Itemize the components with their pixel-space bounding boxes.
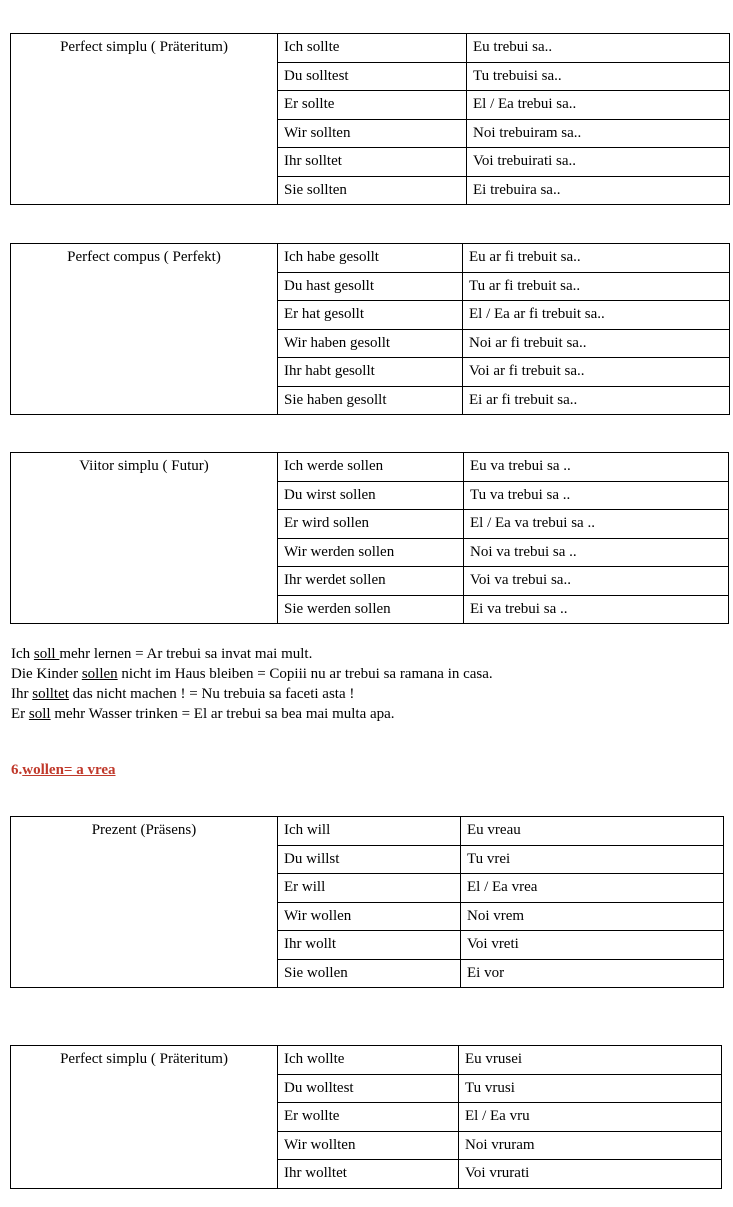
- section-title: wollen= a vrea: [22, 762, 116, 778]
- conjugation-table-sollen-futur: [10, 452, 729, 624]
- romanian-translation: Eu ar fi trebuit sa..: [463, 244, 730, 273]
- tense-label: Perfect simplu ( Präteritum): [11, 34, 278, 205]
- example-verb: sollen: [81, 666, 118, 682]
- german-form: Wir werden sollen: [278, 538, 464, 567]
- romanian-translation: Ei vor: [461, 959, 724, 988]
- romanian-translation: Eu va trebui sa ..: [464, 453, 729, 482]
- example-text: das nicht machen ! = Nu trebuia sa faceti asta !: [68, 686, 355, 702]
- romanian-translation: El / Ea va trebui sa ..: [464, 510, 729, 539]
- romanian-translation: Noi vruram: [459, 1131, 722, 1160]
- example-sentence: [11, 704, 493, 724]
- romanian-translation: Eu vrusei: [459, 1046, 722, 1075]
- conjugation-table-wollen-prateritum: [10, 1045, 722, 1189]
- german-form: Er sollte: [278, 91, 467, 120]
- table-row: [11, 34, 730, 63]
- german-form: Du wolltest: [278, 1074, 459, 1103]
- romanian-translation: Tu trebuisi sa..: [467, 62, 730, 91]
- example-text: Die Kinder: [11, 666, 82, 682]
- example-text: mehr lernen = Ar trebui sa invat mai mult.: [59, 646, 313, 662]
- example-sentence: [11, 684, 493, 704]
- conjugation-table-sollen-prateritum: [10, 33, 730, 205]
- romanian-translation: Ei ar fi trebuit sa..: [463, 386, 730, 415]
- romanian-translation: El / Ea ar fi trebuit sa..: [463, 301, 730, 330]
- example-text: nicht im Haus bleiben = Copiii nu ar trebui sa ramana in casa.: [117, 666, 493, 682]
- example-verb: soll: [28, 706, 51, 722]
- german-form: Ihr habt gesollt: [278, 358, 463, 387]
- romanian-translation: Noi ar fi trebuit sa..: [463, 329, 730, 358]
- example-sentence: [11, 664, 493, 684]
- example-sentence: [11, 644, 493, 664]
- table-row: [11, 453, 729, 482]
- german-form: Er wollte: [278, 1103, 459, 1132]
- romanian-translation: El / Ea vrea: [461, 874, 724, 903]
- romanian-translation: Voi vreti: [461, 931, 724, 960]
- romanian-translation: Ei trebuira sa..: [467, 176, 730, 205]
- german-form: Du wirst sollen: [278, 481, 464, 510]
- german-form: Sie haben gesollt: [278, 386, 463, 415]
- romanian-translation: Noi va trebui sa ..: [464, 538, 729, 567]
- example-text: Ihr: [11, 686, 33, 702]
- german-form: Er hat gesollt: [278, 301, 463, 330]
- example-verb: soll: [33, 646, 60, 662]
- romanian-translation: Tu vrusi: [459, 1074, 722, 1103]
- romanian-translation: Voi vrurati: [459, 1160, 722, 1189]
- example-text: Er: [11, 706, 29, 722]
- german-form: Er will: [278, 874, 461, 903]
- german-form: Wir haben gesollt: [278, 329, 463, 358]
- german-form: Du hast gesollt: [278, 272, 463, 301]
- german-form: Ich sollte: [278, 34, 467, 63]
- tense-label: Perfect compus ( Perfekt): [11, 244, 278, 415]
- romanian-translation: El / Ea trebui sa..: [467, 91, 730, 120]
- romanian-translation: Tu vrei: [461, 845, 724, 874]
- romanian-translation: Noi trebuiram sa..: [467, 119, 730, 148]
- german-form: Sie wollen: [278, 959, 461, 988]
- german-form: Ihr wollt: [278, 931, 461, 960]
- romanian-translation: El / Ea vru: [459, 1103, 722, 1132]
- example-text: Ich: [11, 646, 34, 662]
- german-form: Sie werden sollen: [278, 595, 464, 624]
- german-form: Ich wollte: [278, 1046, 459, 1075]
- tense-label: Viitor simplu ( Futur): [11, 453, 278, 624]
- german-form: Sie sollten: [278, 176, 467, 205]
- german-form: Ich werde sollen: [278, 453, 464, 482]
- conjugation-table-sollen-perfekt: [10, 243, 730, 415]
- example-verb: solltet: [32, 686, 69, 702]
- german-form: Ihr solltet: [278, 148, 467, 177]
- german-form: Ihr werdet sollen: [278, 567, 464, 596]
- romanian-translation: Voi va trebui sa..: [464, 567, 729, 596]
- tense-label: Perfect simplu ( Präteritum): [11, 1046, 278, 1189]
- romanian-translation: Noi vrem: [461, 902, 724, 931]
- german-form: Wir wollten: [278, 1131, 459, 1160]
- german-form: Ihr wolltet: [278, 1160, 459, 1189]
- table-row: [11, 244, 730, 273]
- conjugation-table-wollen-prasens: [10, 816, 724, 988]
- german-form: Du willst: [278, 845, 461, 874]
- example-sentences: [11, 644, 493, 724]
- german-form: Du solltest: [278, 62, 467, 91]
- section-number: 6.: [11, 762, 23, 778]
- romanian-translation: Ei va trebui sa ..: [464, 595, 729, 624]
- table-row: [11, 1046, 722, 1075]
- romanian-translation: Tu ar fi trebuit sa..: [463, 272, 730, 301]
- romanian-translation: Eu trebui sa..: [467, 34, 730, 63]
- german-form: Ich will: [278, 817, 461, 846]
- table-row: [11, 817, 724, 846]
- german-form: Ich habe gesollt: [278, 244, 463, 273]
- section-heading-wollen: [11, 760, 116, 780]
- tense-label: Prezent (Präsens): [11, 817, 278, 988]
- german-form: Wir sollten: [278, 119, 467, 148]
- romanian-translation: Voi ar fi trebuit sa..: [463, 358, 730, 387]
- german-form: Er wird sollen: [278, 510, 464, 539]
- german-form: Wir wollen: [278, 902, 461, 931]
- example-text: mehr Wasser trinken = El ar trebui sa bea mai multa apa.: [50, 706, 395, 722]
- romanian-translation: Eu vreau: [461, 817, 724, 846]
- romanian-translation: Tu va trebui sa ..: [464, 481, 729, 510]
- romanian-translation: Voi trebuirati sa..: [467, 148, 730, 177]
